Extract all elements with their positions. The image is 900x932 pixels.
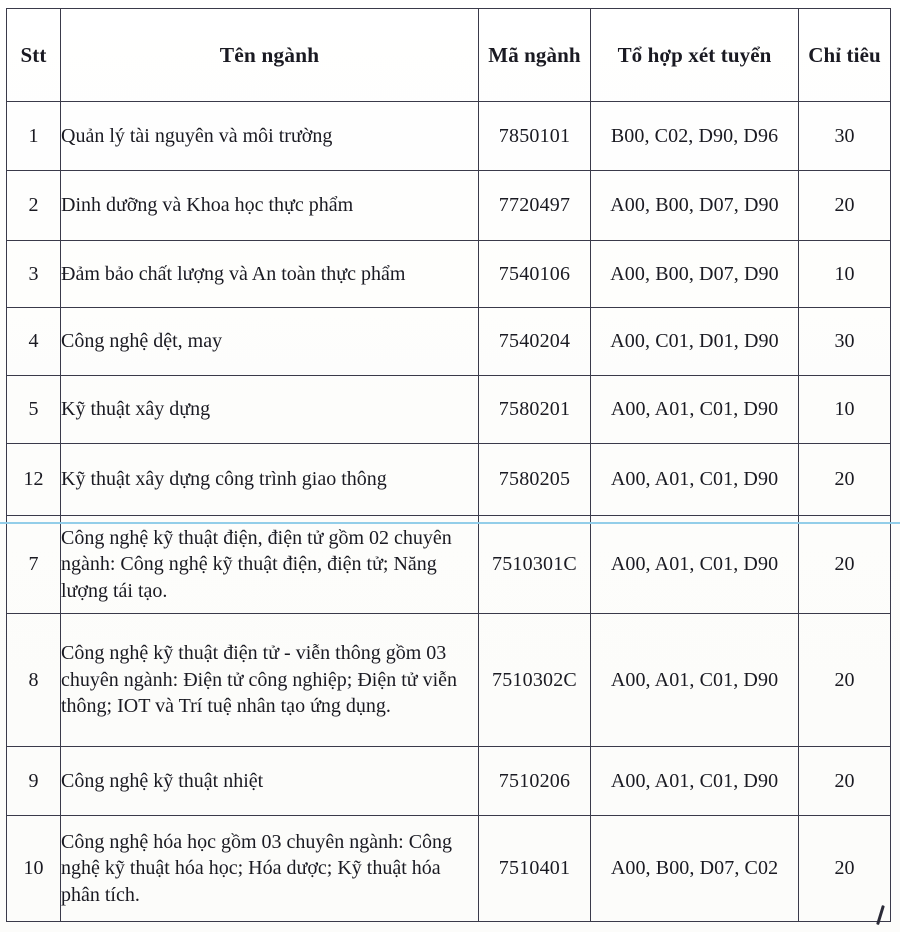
cell-ma-nganh: 7510301C (479, 516, 591, 614)
cell-ma-nganh: 7540204 (479, 308, 591, 376)
cell-ten-nganh: Công nghệ dệt, may (61, 308, 479, 376)
cell-chi-tieu: 20 (799, 816, 891, 922)
table-row (7, 171, 891, 241)
cell-ma-nganh: 7510401 (479, 816, 591, 922)
column-header-ma-nganh: Mã ngành (479, 9, 591, 102)
cell-ma-nganh: 7510302C (479, 614, 591, 747)
cell-to-hop: B00, C02, D90, D96 (591, 102, 799, 171)
cell-stt: 12 (7, 444, 61, 516)
admissions-table (6, 8, 891, 922)
column-header-chi-tieu: Chỉ tiêu (799, 9, 891, 102)
cell-stt: 7 (7, 516, 61, 614)
cell-to-hop: A00, B00, D07, D90 (591, 171, 799, 241)
cell-ma-nganh: 7540106 (479, 241, 591, 308)
table-row (7, 816, 891, 922)
cell-stt: 10 (7, 816, 61, 922)
cell-to-hop: A00, C01, D01, D90 (591, 308, 799, 376)
table-row (7, 747, 891, 816)
column-header-to-hop-xet-tuyen: Tổ hợp xét tuyển (591, 9, 799, 102)
cell-to-hop: A00, A01, C01, D90 (591, 747, 799, 816)
cell-chi-tieu: 30 (799, 308, 891, 376)
cell-stt: 3 (7, 241, 61, 308)
cell-stt: 2 (7, 171, 61, 241)
cell-to-hop: A00, A01, C01, D90 (591, 516, 799, 614)
cell-stt: 5 (7, 376, 61, 444)
table-row (7, 241, 891, 308)
table-header (7, 9, 891, 102)
cell-stt: 4 (7, 308, 61, 376)
cell-chi-tieu: 10 (799, 241, 891, 308)
cell-ten-nganh: Kỹ thuật xây dựng (61, 376, 479, 444)
table-row (7, 516, 891, 614)
cell-ten-nganh: Kỹ thuật xây dựng công trình giao thông (61, 444, 479, 516)
cell-ma-nganh: 7580201 (479, 376, 591, 444)
column-header-stt: Stt (7, 9, 61, 102)
table-row (7, 308, 891, 376)
table-body (7, 102, 891, 922)
table-row (7, 444, 891, 516)
cell-chi-tieu: 20 (799, 444, 891, 516)
cell-to-hop: A00, A01, C01, D90 (591, 376, 799, 444)
cell-chi-tieu: 10 (799, 376, 891, 444)
cell-stt: 8 (7, 614, 61, 747)
cell-ten-nganh: Dinh dưỡng và Khoa học thực phẩm (61, 171, 479, 241)
cell-chi-tieu: 30 (799, 102, 891, 171)
cell-chi-tieu: 20 (799, 614, 891, 747)
cell-chi-tieu: 20 (799, 747, 891, 816)
cell-ten-nganh: Công nghệ kỹ thuật điện, điện tử gồm 02 chuyên ngành: Công nghệ kỹ thuật điện, điện tử; Năng lượng tái tạo. (61, 516, 479, 614)
cell-ten-nganh: Đảm bảo chất lượng và An toàn thực phẩm (61, 241, 479, 308)
cell-stt: 1 (7, 102, 61, 171)
cell-to-hop: A00, B00, D07, C02 (591, 816, 799, 922)
table-row (7, 376, 891, 444)
table-header-row (7, 9, 891, 102)
cell-ma-nganh: 7720497 (479, 171, 591, 241)
column-header-ten-nganh: Tên ngành (61, 9, 479, 102)
cell-ma-nganh: 7510206 (479, 747, 591, 816)
cell-ten-nganh: Công nghệ kỹ thuật điện tử - viễn thông gồm 03 chuyên ngành: Điện tử công nghiệp; Điện tử viễn thông; IOT và Trí tuệ nhân tạo ứng dụng. (61, 614, 479, 747)
cell-chi-tieu: 20 (799, 516, 891, 614)
table-row (7, 614, 891, 747)
cell-to-hop: A00, A01, C01, D90 (591, 444, 799, 516)
cell-stt: 9 (7, 747, 61, 816)
cell-ten-nganh: Công nghệ kỹ thuật nhiệt (61, 747, 479, 816)
cell-ten-nganh: Công nghệ hóa học gồm 03 chuyên ngành: Công nghệ kỹ thuật hóa học; Hóa dược; Kỹ thuật hóa phân tích. (61, 816, 479, 922)
cell-ten-nganh: Quản lý tài nguyên và môi trường (61, 102, 479, 171)
cell-ma-nganh: 7850101 (479, 102, 591, 171)
cell-ma-nganh: 7580205 (479, 444, 591, 516)
cell-to-hop: A00, B00, D07, D90 (591, 241, 799, 308)
cell-chi-tieu: 20 (799, 171, 891, 241)
cell-to-hop: A00, A01, C01, D90 (591, 614, 799, 747)
table-row (7, 102, 891, 171)
